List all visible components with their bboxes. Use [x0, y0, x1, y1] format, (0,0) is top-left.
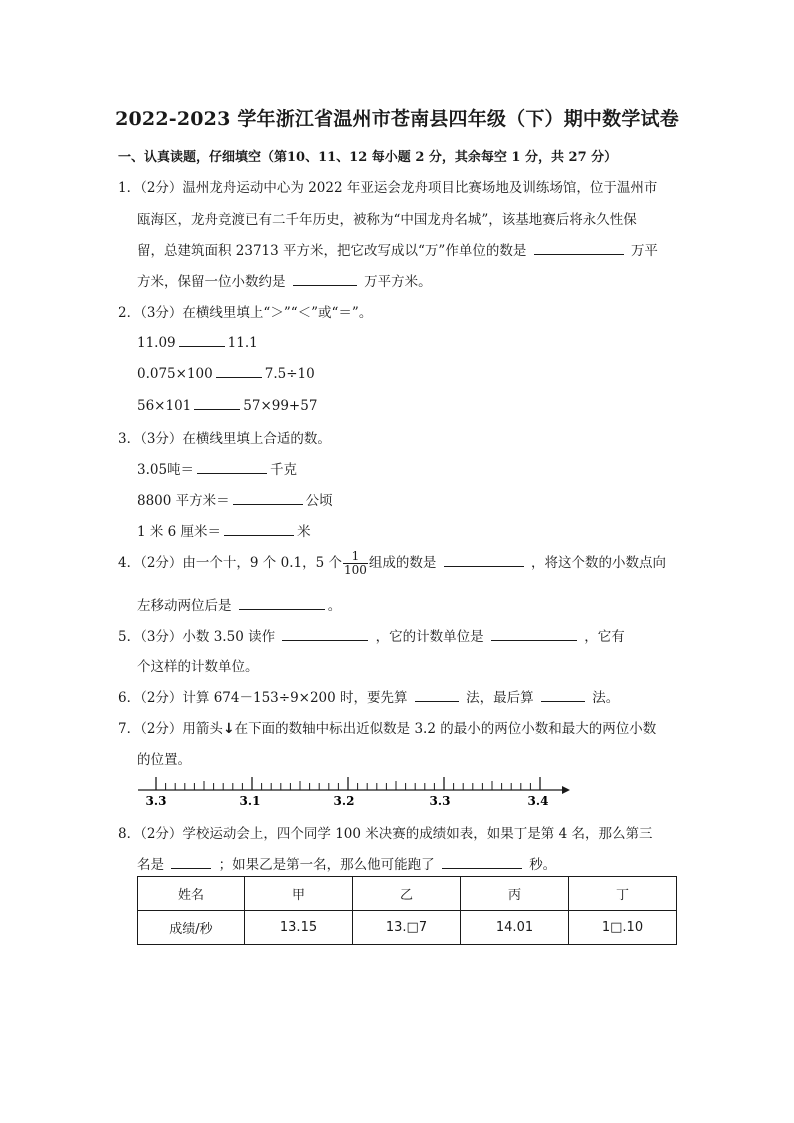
q8-blank-2[interactable]: [442, 855, 522, 869]
q1-line4: [137, 270, 432, 290]
table-cell: 13.15: [245, 911, 353, 945]
axis-label-1: 3.3: [145, 794, 167, 808]
q2-row2: [137, 364, 315, 382]
table-header-cell: 丙: [461, 877, 569, 911]
q3-row1-left: 3.05吨＝: [137, 462, 195, 478]
number-line[interactable]: [134, 772, 574, 808]
q3-row3-unit: 米: [297, 524, 311, 540]
q1-line2: 瓯海区，龙舟竞渡已有二千年历史，被称为“中国龙舟名城”，该基地赛后将永久性保: [137, 212, 637, 228]
q4-line1-text2: 组成的数是: [368, 555, 437, 571]
q3-row2-unit: 公顷: [305, 493, 333, 509]
table-cell: 1□.10: [569, 911, 677, 945]
table-row: [138, 911, 677, 945]
q7-line1: [118, 717, 656, 737]
q2-row3-right: 57×99+57: [243, 398, 318, 414]
fraction-numerator: 1: [343, 550, 368, 564]
q5-line2: 个这样的计数单位。: [137, 659, 259, 675]
table-header-cell: 乙: [353, 877, 461, 911]
q3-row2-left: 8800 平方米＝: [137, 493, 230, 509]
q3-row3: [137, 520, 311, 540]
q6-blank-1[interactable]: [415, 688, 459, 702]
q2-heading: 2．（3分）在横线里填上“＞”“＜”或“＝”。: [118, 305, 373, 321]
q2-row1: [137, 333, 258, 351]
q2-row2-left: 0.075×100: [137, 366, 213, 382]
q8-line2: [137, 853, 556, 873]
q6-line: [118, 686, 619, 706]
number-line-ticks: [156, 777, 540, 790]
q2-blank-2[interactable]: [216, 364, 262, 378]
q4-line2-end: 。: [327, 598, 342, 614]
q5-line1-text2: ，它的计数单位是: [375, 629, 484, 645]
q1-line3-unit: 万平: [630, 243, 658, 259]
q8-text2: ；如果乙是第一名，那么他可能跑了: [218, 857, 435, 873]
q8-line1: 8．（2分）学校运动会上，四个同学 100 米决赛的成绩如表，如果丁是第 4 名，那么第三: [118, 826, 653, 842]
q2-row2-right: 7.5÷10: [264, 366, 315, 382]
q1-blank-2[interactable]: [293, 272, 357, 286]
q8-text1: 名是: [137, 857, 164, 873]
q4-line2: [137, 594, 341, 614]
q3-blank-2[interactable]: [233, 491, 303, 505]
q5-line1-text: 5．（3分）小数 3.50 读作: [118, 629, 276, 645]
q2-row3-left: 56×101: [137, 398, 192, 414]
table-cell: 13.□7: [353, 911, 461, 945]
q3-row2: [137, 489, 333, 509]
section-heading: 一、认真读题，仔细填空（第10、11、12 每小题 2 分，其余每空 1 分，共 27 分）: [118, 150, 618, 165]
number-line-arrowhead: [562, 786, 570, 794]
q1-line1: 1．（2分）温州龙舟运动中心为 2022 年亚运会龙舟项目比赛场地及训练场馆，位于温州市: [118, 180, 658, 196]
q3-blank-1[interactable]: [197, 460, 267, 474]
down-arrow-icon: ↓: [222, 721, 235, 737]
q2-row1-right: 11.1: [227, 335, 258, 351]
axis-label-5: 3.4: [527, 794, 549, 808]
q4-line1: [118, 550, 666, 577]
q1-line4-text: 方米，保留一位小数约是: [137, 274, 286, 290]
q1-blank-1[interactable]: [534, 241, 624, 255]
q4-line1-text: 4．（2分）由一个十，9 个 0.1，5 个: [118, 555, 342, 571]
q8-blank-1[interactable]: [171, 855, 211, 869]
axis-label-2: 3.1: [239, 794, 261, 808]
axis-label-4: 3.3: [429, 794, 451, 808]
scores-table: [137, 876, 677, 945]
q3-row1: [137, 458, 297, 478]
axis-label-3: 3.2: [333, 794, 355, 808]
q6-text3: 法。: [592, 690, 620, 706]
table-cell: 14.01: [461, 911, 569, 945]
fraction-denominator: 100: [343, 563, 367, 577]
q5-blank-1[interactable]: [282, 627, 368, 641]
q6-blank-2[interactable]: [541, 688, 585, 702]
q4-line1-text3: ，将这个数的小数点向: [530, 555, 666, 571]
q3-blank-3[interactable]: [224, 522, 294, 536]
table-header-row: [138, 877, 677, 911]
q8-text3: 秒。: [529, 857, 557, 873]
q4-line2-text: 左移动两位后是: [137, 598, 232, 614]
q1-line4-unit: 万平方米。: [364, 274, 432, 290]
q2-row3: [137, 396, 317, 414]
q2-row1-left: 11.09: [137, 335, 176, 351]
q7-line2: 的位置。: [137, 752, 191, 768]
q5-line1: [118, 625, 625, 645]
q4-blank-1[interactable]: [444, 553, 524, 567]
q2-blank-1[interactable]: [179, 333, 225, 347]
q5-blank-2[interactable]: [491, 627, 577, 641]
q7-text1: 7．（2分）用箭头: [118, 721, 223, 737]
q6-text1: 6．（2分）计算 674－153÷9×200 时，要先算: [118, 690, 408, 706]
exam-title: 2022-2023 学年浙江省温州市苍南县四年级（下）期中数学试卷: [115, 108, 679, 130]
q6-text2: 法，最后算: [466, 690, 534, 706]
q3-row3-left: 1 米 6 厘米＝: [137, 524, 222, 540]
table-header-cell: 姓名: [138, 877, 245, 911]
q1-line3: [137, 239, 658, 259]
table-cell: 成绩/秒: [138, 911, 245, 945]
q3-heading: 3．（3分）在横线里填上合适的数。: [118, 431, 331, 447]
fraction: [343, 550, 368, 577]
q2-blank-3[interactable]: [194, 396, 240, 410]
q5-line1-text3: ，它有: [584, 629, 625, 645]
table-header-cell: 丁: [569, 877, 677, 911]
q3-row1-unit: 千克: [270, 462, 298, 478]
q7-text2: 在下面的数轴中标出近似数是 3.2 的最小的两位小数和最大的两位小数: [234, 721, 657, 737]
q1-line3-text: 留，总建筑面积 23713 平方米，把它改写成以“万”作单位的数是: [137, 243, 527, 259]
q4-blank-2[interactable]: [239, 596, 325, 610]
table-header-cell: 甲: [245, 877, 353, 911]
